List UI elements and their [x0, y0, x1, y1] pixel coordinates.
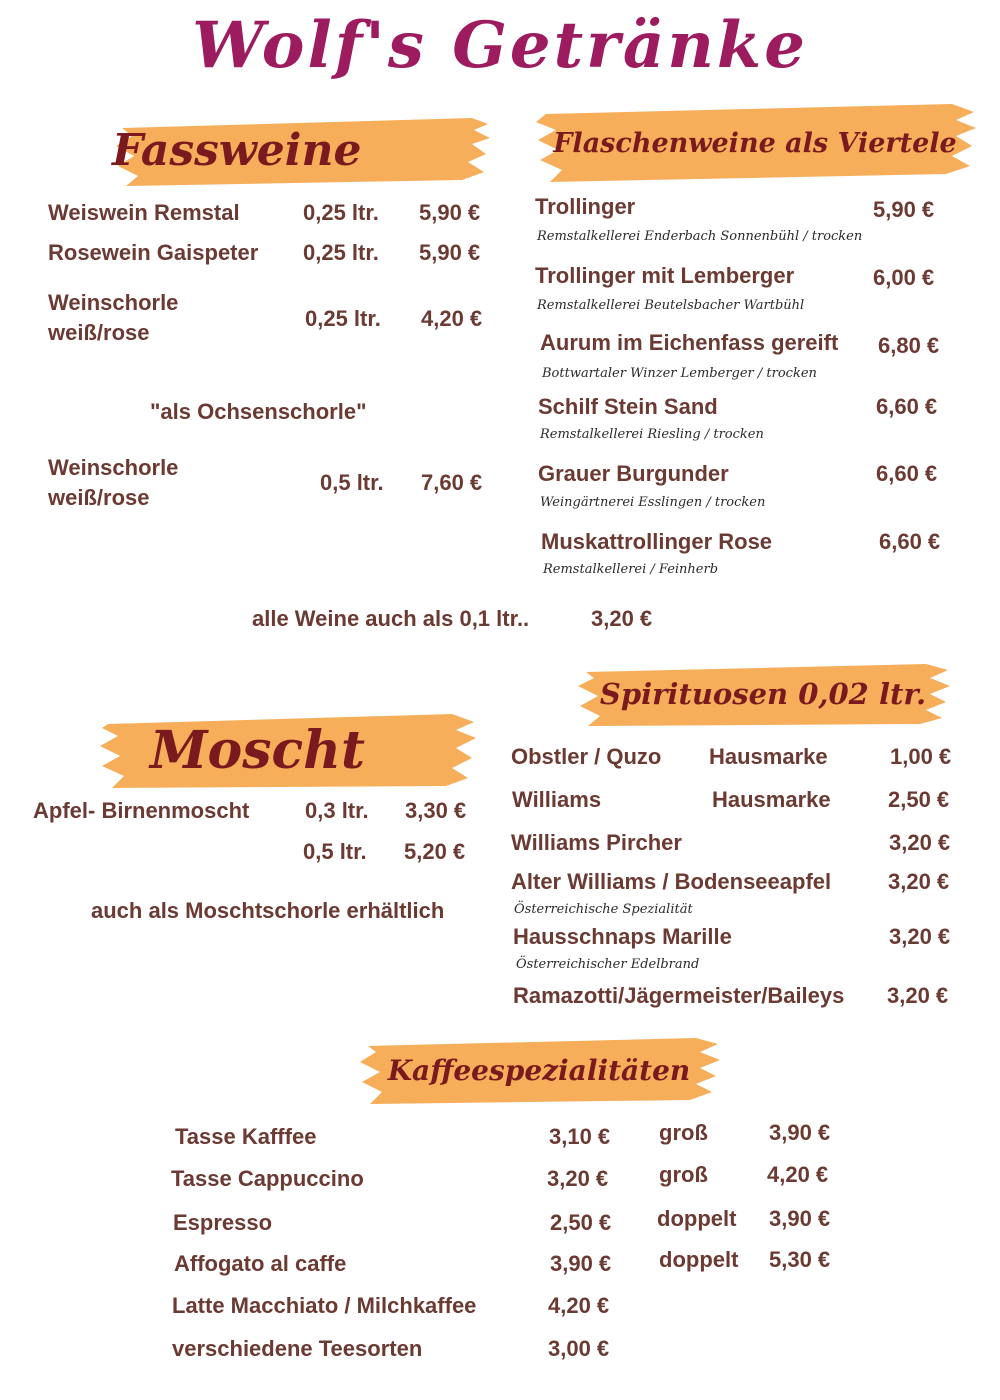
spirit-name: Williams Pircher [511, 830, 682, 855]
flaschenweine-heading: Flaschenweine als Viertele [553, 127, 957, 159]
all-wines-price: 3,20 € [591, 606, 653, 631]
wine-origin: Remstalkellerei / Feinherb [543, 562, 719, 577]
wine-name: Schilf Stein Sand [538, 394, 718, 419]
spirit-origin: Österreichische Spezialität [514, 902, 693, 917]
wine-price: 6,00 € [873, 265, 935, 290]
wine-size: 0,25 ltr. [303, 200, 379, 225]
wine-price: 6,60 € [879, 529, 941, 554]
wine-price: 5,90 € [419, 200, 481, 225]
flaschenweine-banner [532, 100, 978, 186]
wine-price: 5,90 € [419, 240, 481, 265]
coffee-price: 3,00 € [548, 1336, 610, 1361]
spirit-origin: Österreichischer Edelbrand [516, 957, 700, 972]
coffee-extra: doppelt [659, 1247, 739, 1272]
coffee-name: Affogato al caffe [174, 1251, 347, 1276]
wine-origin: Remstalkellerei Riesling / trocken [540, 427, 764, 442]
coffee-price: 3,10 € [549, 1124, 611, 1149]
coffee-name: Tasse Kafffee [175, 1124, 317, 1149]
wine-price: 6,60 € [876, 461, 938, 486]
wine-name: Grauer Burgunder [538, 461, 729, 486]
wine-price: 7,60 € [421, 470, 483, 495]
coffee-extra-price: 5,30 € [769, 1247, 831, 1272]
moscht-price: 5,20 € [404, 839, 466, 864]
wine-name: Rosewein Gaispeter [48, 240, 259, 265]
wine-origin: Bottwartaler Winzer Lemberger / trocken [542, 366, 817, 381]
moscht-price: 3,30 € [405, 798, 467, 823]
spirituosen-banner [574, 660, 952, 728]
spirit-name: Williams [512, 787, 602, 812]
wine-name: Trollinger [535, 194, 636, 219]
all-wines-note: alle Weine auch als 0,1 ltr.. [252, 606, 530, 631]
spirit-price: 2,50 € [888, 787, 950, 812]
fassweine-heading: Fassweine [112, 124, 362, 176]
spirit-price: 3,20 € [889, 924, 951, 949]
wine-price: 6,60 € [876, 394, 938, 419]
page-title: Wolf's Getränke [192, 8, 808, 83]
coffee-name: Espresso [173, 1210, 273, 1235]
coffee-price: 3,20 € [547, 1166, 609, 1191]
spirit-name: Hausschnaps Marille [513, 924, 732, 949]
coffee-extra-price: 4,20 € [767, 1162, 829, 1187]
spirit-price: 3,20 € [888, 869, 950, 894]
wine-name-line2: weiß/rose [48, 485, 150, 510]
spirit-price: 3,20 € [889, 830, 951, 855]
moscht-banner [96, 708, 478, 792]
wine-name: Aurum im Eichenfass gereift [540, 330, 839, 355]
wine-name: Weiswein Remstal [48, 200, 240, 225]
coffee-price: 4,20 € [548, 1293, 610, 1318]
kaffee-banner [356, 1034, 722, 1106]
moscht-size: 0,3 ltr. [305, 798, 369, 823]
wine-name-line2: weiß/rose [48, 320, 150, 345]
coffee-extra-price: 3,90 € [769, 1120, 831, 1145]
coffee-name: verschiedene Teesorten [172, 1336, 423, 1361]
wine-name-line1: Weinschorle [48, 290, 179, 315]
spirit-name: Alter Williams / Bodenseeapfel [511, 869, 832, 894]
wine-origin: Remstalkellerei Beutelsbacher Wartbühl [537, 298, 805, 313]
spirit-brand: Hausmarke [712, 787, 831, 812]
wine-origin: Weingärtnerei Esslingen / trocken [540, 495, 766, 510]
moscht-name: Apfel- Birnenmoscht [33, 798, 250, 823]
spirit-name: Obstler / Quzo [511, 744, 662, 769]
wine-origin: Remstalkellerei Enderbach Sonnenbühl / trocken [537, 229, 863, 244]
wine-size: 0,5 ltr. [320, 470, 384, 495]
coffee-extra-price: 3,90 € [769, 1206, 831, 1231]
wine-price: 4,20 € [421, 306, 483, 331]
coffee-name: Tasse Cappuccino [171, 1166, 364, 1191]
coffee-extra: doppelt [657, 1206, 737, 1231]
coffee-extra: groß [659, 1120, 708, 1145]
spirit-name: Ramazotti/Jägermeister/Baileys [513, 983, 845, 1008]
moscht-heading: Moscht [150, 719, 366, 781]
coffee-name: Latte Macchiato / Milchkaffee [172, 1293, 477, 1318]
moscht-size: 0,5 ltr. [303, 839, 367, 864]
spirit-price: 1,00 € [890, 744, 952, 769]
coffee-price: 2,50 € [550, 1210, 612, 1235]
fassweine-banner [112, 110, 492, 190]
moschtschorle-note: auch als Moschtschorle erhältlich [91, 898, 445, 923]
spirit-price: 3,20 € [887, 983, 949, 1008]
wine-size: 0,25 ltr. [303, 240, 379, 265]
wine-price: 5,90 € [873, 197, 935, 222]
spirit-brand: Hausmarke [709, 744, 828, 769]
wine-name-line1: Weinschorle [48, 455, 179, 480]
kaffee-heading: Kaffeespezialitäten [387, 1053, 691, 1087]
wine-price: 6,80 € [878, 333, 940, 358]
wine-name: Trollinger mit Lemberger [535, 263, 795, 288]
ochsenschorle-note: "als Ochsenschorle" [150, 399, 367, 424]
coffee-extra: groß [659, 1162, 708, 1187]
wine-name: Muskattrollinger Rose [541, 529, 773, 554]
coffee-price: 3,90 € [550, 1251, 612, 1276]
spirituosen-heading: Spirituosen 0,02 ltr. [599, 677, 927, 711]
wine-size: 0,25 ltr. [305, 306, 381, 331]
